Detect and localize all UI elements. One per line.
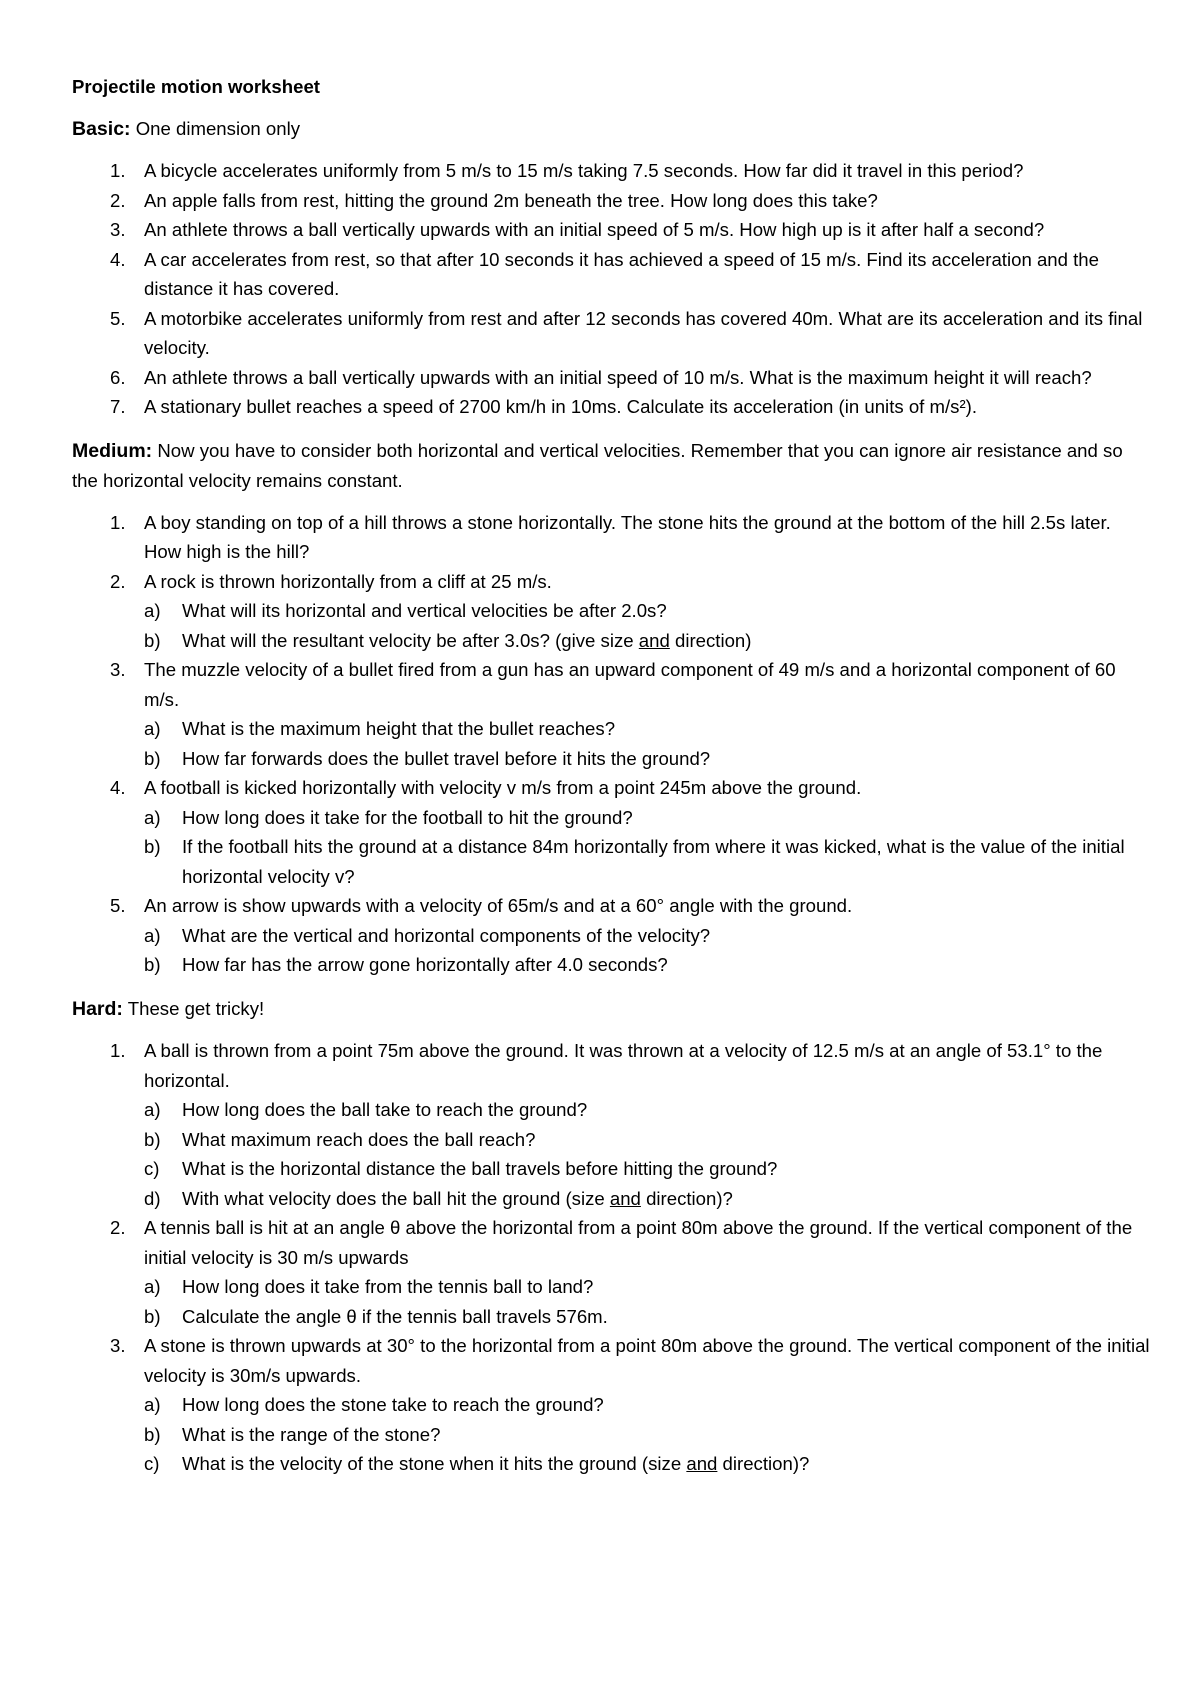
subquestion-text: What are the vertical and horizontal components of the velocity? (182, 924, 711, 946)
question-item (72, 215, 1152, 245)
subquestion-text: What is the maximum height that the bullet reaches? (182, 718, 616, 739)
question-number: 3. (110, 1335, 126, 1356)
subquestion-letter: c) (144, 1453, 160, 1474)
subquestion-list (144, 803, 1152, 892)
question-text: A tennis ball is hit at an angle θ above the horizontal from a point 80m above the ground. If the vertical component of the initial velocity is 30 m/s upwards (144, 1217, 1133, 1268)
section-heading (72, 436, 1152, 496)
subquestion-item (144, 1125, 1152, 1155)
subquestion-text: How far has the arrow gone horizontally after 4.0 seconds? (182, 954, 668, 975)
subquestion-letter: b) (144, 747, 161, 769)
section-label: Medium: (72, 439, 153, 462)
question-item (72, 1213, 1152, 1331)
subquestion-item (144, 714, 1152, 744)
subquestion-item (144, 950, 1152, 980)
subquestion-item (144, 1154, 1152, 1184)
subquestion-text-end: direction)? (640, 1187, 733, 1209)
subquestion-letter: d) (144, 1187, 161, 1209)
question-item (72, 1331, 1152, 1479)
question-number: 7. (110, 396, 126, 417)
question-number: 2. (110, 1217, 126, 1238)
subquestion-text: With what velocity does the ball hit the ground (size (182, 1187, 610, 1209)
question-list (72, 156, 1152, 422)
question-text: An athlete throws a ball vertically upwards with an initial speed of 5 m/s. How high up is it after half a second? (144, 219, 1045, 240)
sections-container (72, 114, 1152, 1479)
subquestion-text-end: direction)? (717, 1453, 810, 1474)
subquestion-list (144, 1095, 1152, 1213)
subquestion-text: How long does it take from the tennis ball to land? (182, 1276, 594, 1297)
subquestion-item (144, 596, 1152, 626)
subquestion-letter: b) (144, 836, 161, 857)
subquestion-text: How far forwards does the bullet travel before it hits the ground? (182, 747, 711, 769)
subquestion-text: How long does the stone take to reach the ground? (182, 1394, 604, 1415)
underlined-word: and (686, 1453, 718, 1474)
question-text: A ball is thrown from a point 75m above the ground. It was thrown at a velocity of 12.5 m/s at an angle of 53.1° to the horizontal. (144, 1040, 1103, 1091)
question-text: A bicycle accelerates uniformly from 5 m/s to 15 m/s taking 7.5 seconds. How far did it travel in this period? (144, 160, 1024, 181)
question-item (72, 567, 1152, 656)
subquestion-text: What is the velocity of the stone when it hits the ground (size (182, 1453, 687, 1474)
subquestion-item (144, 1095, 1152, 1125)
question-number: 6. (110, 366, 126, 388)
subquestion-item (144, 1302, 1152, 1332)
question-item (72, 245, 1152, 304)
underlined-word: and (609, 1187, 641, 1209)
subquestion-item (144, 1390, 1152, 1420)
subquestion-item (144, 1449, 1152, 1479)
subquestion-item (144, 1272, 1152, 1302)
question-item (72, 773, 1152, 891)
question-number: 1. (110, 511, 126, 533)
question-item (72, 304, 1152, 363)
question-number: 4. (110, 248, 126, 270)
section-intro: These get tricky! (122, 997, 265, 1019)
subquestion-letter: a) (144, 1394, 161, 1415)
question-number: 2. (110, 570, 126, 592)
subquestion-letter: a) (144, 1099, 161, 1120)
question-text: The muzzle velocity of a bullet fired from a gun has an upward component of 49 m/s and a horizontal component of 60 m/s. (144, 659, 1116, 710)
worksheet-page (72, 72, 1152, 1493)
question-number: 1. (110, 160, 126, 181)
subquestion-text: What will the resultant velocity be after 3.0s? (give size (182, 629, 639, 651)
subquestion-item (144, 921, 1152, 951)
subquestion-letter: c) (144, 1158, 160, 1179)
question-list (72, 1036, 1152, 1479)
subquestion-letter: b) (144, 954, 161, 975)
subquestion-text: What will its horizontal and vertical velocities be after 2.0s? (182, 600, 667, 621)
question-text: A stone is thrown upwards at 30° to the horizontal from a point 80m above the ground. The vertical component of the initial velocity is 30m/s upwards. (144, 1335, 1150, 1386)
subquestion-text: If the football hits the ground at a distance 84m horizontally from where it was kicked, what is the value of the initial horizontal velocity v? (182, 836, 1125, 887)
question-item (72, 1036, 1152, 1213)
subquestion-text: Calculate the angle θ if the tennis ball travels 576m. (182, 1305, 608, 1327)
question-number: 4. (110, 777, 126, 798)
underlined-word: and (638, 629, 670, 651)
section-intro: One dimension only (130, 117, 301, 139)
section-heading (72, 994, 1152, 1025)
question-list (72, 508, 1152, 980)
subquestion-letter: b) (144, 629, 161, 651)
subquestion-letter: a) (144, 718, 161, 739)
section-label: Basic: (72, 117, 131, 140)
question-number: 1. (110, 1040, 126, 1061)
subquestion-item (144, 626, 1152, 656)
question-item (72, 392, 1152, 422)
subquestion-letter: a) (144, 1276, 161, 1297)
subquestion-item (144, 1184, 1152, 1214)
question-item (72, 891, 1152, 980)
question-number: 3. (110, 219, 126, 240)
subquestion-letter: b) (144, 1128, 161, 1150)
subquestion-item (144, 744, 1152, 774)
question-item (72, 363, 1152, 393)
section-heading (72, 114, 1152, 145)
subquestion-item (144, 803, 1152, 833)
subquestion-letter: b) (144, 1305, 161, 1327)
subquestion-text: What is the range of the stone? (182, 1423, 441, 1445)
question-number: 3. (110, 659, 126, 680)
subquestion-text: How long does it take for the football to hit the ground? (182, 806, 633, 828)
question-number: 5. (110, 307, 126, 329)
question-text: A rock is thrown horizontally from a cliff at 25 m/s. (144, 570, 552, 592)
subquestion-item (144, 832, 1152, 891)
subquestion-list (144, 921, 1152, 980)
subquestion-text: What is the horizontal distance the ball travels before hitting the ground? (182, 1158, 778, 1179)
page-title: Projectile motion worksheet (72, 76, 320, 97)
question-item (72, 508, 1152, 567)
question-text: A boy standing on top of a hill throws a stone horizontally. The stone hits the ground at the bottom of the hill 2.5s later. How high is the hill? (144, 511, 1111, 562)
subquestion-list (144, 1272, 1152, 1331)
subquestion-text: What maximum reach does the ball reach? (182, 1128, 536, 1150)
question-number: 5. (110, 895, 126, 916)
subquestion-letter: a) (144, 806, 161, 828)
question-number: 2. (110, 189, 126, 211)
question-text: A football is kicked horizontally with velocity v m/s from a point 245m above the ground. (144, 777, 862, 798)
section-intro: Now you have to consider both horizontal and vertical velocities. Remember that you can ignore air resistance and so the horizontal velocity remains constant. (72, 439, 1123, 491)
question-text: An apple falls from rest, hitting the ground 2m beneath the tree. How long does this take? (144, 189, 878, 211)
question-text: A stationary bullet reaches a speed of 2700 km/h in 10ms. Calculate its acceleration (in units of m/s²). (144, 396, 977, 417)
question-item (72, 655, 1152, 773)
section-label: Hard: (72, 997, 123, 1020)
subquestion-list (144, 714, 1152, 773)
question-text: A car accelerates from rest, so that after 10 seconds it has achieved a speed of 15 m/s. Find its acceleration and the distance it has covered. (144, 248, 1099, 299)
subquestion-item (144, 1420, 1152, 1450)
question-text: An arrow is show upwards with a velocity of 65m/s and at a 60° angle with the ground. (144, 895, 853, 916)
question-item (72, 156, 1152, 186)
question-item (72, 186, 1152, 216)
subquestion-list (144, 596, 1152, 655)
question-text: A motorbike accelerates uniformly from rest and after 12 seconds has covered 40m. What are its acceleration and its final velocity. (144, 307, 1143, 358)
subquestion-text-end: direction) (669, 629, 752, 651)
subquestion-letter: a) (144, 924, 161, 946)
subquestion-text: How long does the ball take to reach the ground? (182, 1099, 588, 1120)
subquestion-letter: a) (144, 600, 161, 621)
question-text: An athlete throws a ball vertically upwards with an initial speed of 10 m/s. What is the maximum height it will reach? (144, 366, 1092, 388)
subquestion-list (144, 1390, 1152, 1479)
subquestion-letter: b) (144, 1423, 161, 1445)
